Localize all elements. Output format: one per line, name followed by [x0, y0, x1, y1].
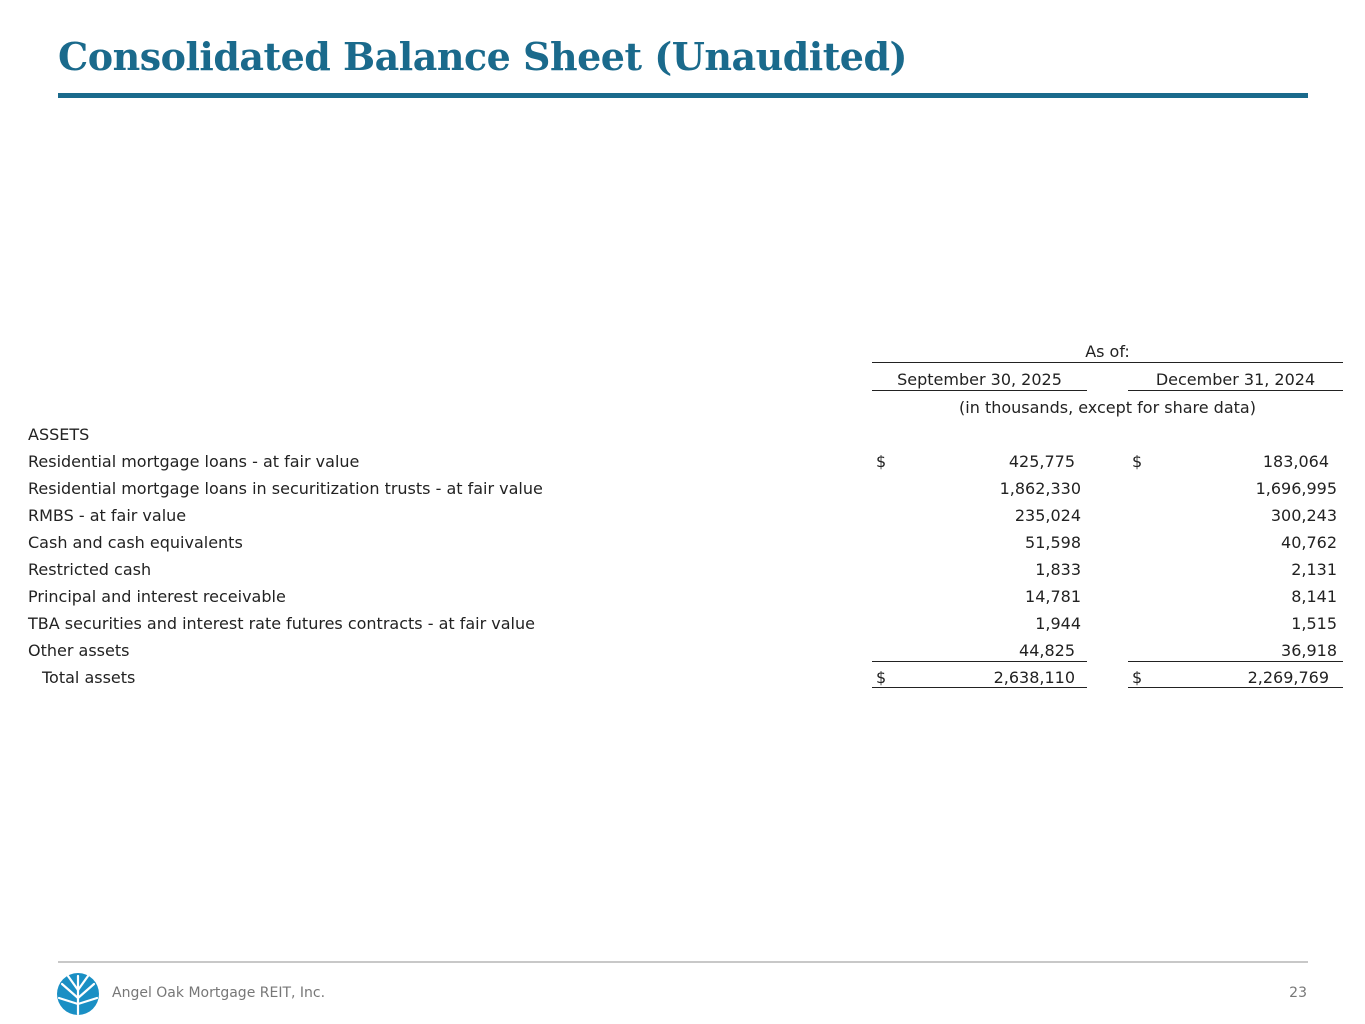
as-of-rule — [872, 362, 1343, 363]
column-header-rule-2 — [1128, 390, 1343, 391]
table-row — [28, 614, 1343, 638]
total-top-rule-1 — [872, 661, 1087, 662]
value-2025: 1,862,330 — [999, 479, 1081, 498]
column-header-sep-2025: September 30, 2025 — [897, 370, 1062, 389]
page-title: Consolidated Balance Sheet (Unaudited) — [58, 34, 908, 79]
row-label: Residential mortgage loans in securitization trusts - at fair value — [28, 479, 543, 498]
table-row — [28, 506, 1343, 530]
total-bottom-rule-2 — [1128, 687, 1343, 688]
row-label: Cash and cash equivalents — [28, 533, 243, 552]
value-2025: 425,775 — [1008, 452, 1075, 471]
row-label: Restricted cash — [28, 560, 152, 579]
value-2025: 1,833 — [1035, 560, 1081, 579]
table-row — [28, 479, 1343, 503]
footer-company-name: Angel Oak Mortgage REIT, Inc. — [112, 985, 326, 1001]
total-bottom-rule-1 — [872, 687, 1087, 688]
currency-symbol: $ — [876, 668, 887, 687]
currency-symbol: $ — [1132, 668, 1143, 687]
total-2024: 2,269,769 — [1247, 668, 1329, 687]
currency-symbol: $ — [1132, 452, 1143, 471]
value-2024: 2,131 — [1291, 560, 1337, 579]
currency-symbol: $ — [876, 452, 887, 471]
title-underline — [58, 93, 1308, 98]
value-2025: 235,024 — [1014, 506, 1081, 525]
value-2024: 1,696,995 — [1255, 479, 1337, 498]
value-2025: 51,598 — [1025, 533, 1081, 552]
table-row — [28, 560, 1343, 584]
total-label: Total assets — [42, 668, 136, 687]
company-logo-icon — [56, 972, 100, 1016]
value-2024: 1,515 — [1291, 614, 1337, 633]
value-2024: 8,141 — [1291, 587, 1337, 606]
table-row — [28, 452, 1343, 476]
page-number: 23 — [1289, 985, 1307, 1001]
value-2024: 36,918 — [1281, 641, 1337, 660]
row-label: Other assets — [28, 641, 130, 660]
column-header-rule-1 — [872, 390, 1087, 391]
section-row — [28, 425, 1343, 449]
row-label: Principal and interest receivable — [28, 587, 286, 606]
total-row — [28, 668, 1343, 692]
total-top-rule-2 — [1128, 661, 1343, 662]
column-header-dec-2024: December 31, 2024 — [1155, 370, 1316, 389]
units-note: (in thousands, except for share data) — [959, 398, 1256, 417]
section-label: ASSETS — [28, 425, 90, 444]
as-of-header: As of: — [1085, 342, 1130, 361]
value-2025: 14,781 — [1025, 587, 1081, 606]
footer-divider — [58, 961, 1308, 963]
value-2024: 300,243 — [1270, 506, 1337, 525]
value-2025: 44,825 — [1019, 641, 1075, 660]
value-2024: 40,762 — [1281, 533, 1337, 552]
table-row — [28, 533, 1343, 557]
value-2025: 1,944 — [1035, 614, 1081, 633]
table-row — [28, 587, 1343, 611]
row-label: TBA securities and interest rate futures contracts - at fair value — [28, 614, 535, 633]
row-label: RMBS - at fair value — [28, 506, 187, 525]
total-2025: 2,638,110 — [993, 668, 1075, 687]
row-label: Residential mortgage loans - at fair value — [28, 452, 360, 471]
value-2024: 183,064 — [1262, 452, 1329, 471]
